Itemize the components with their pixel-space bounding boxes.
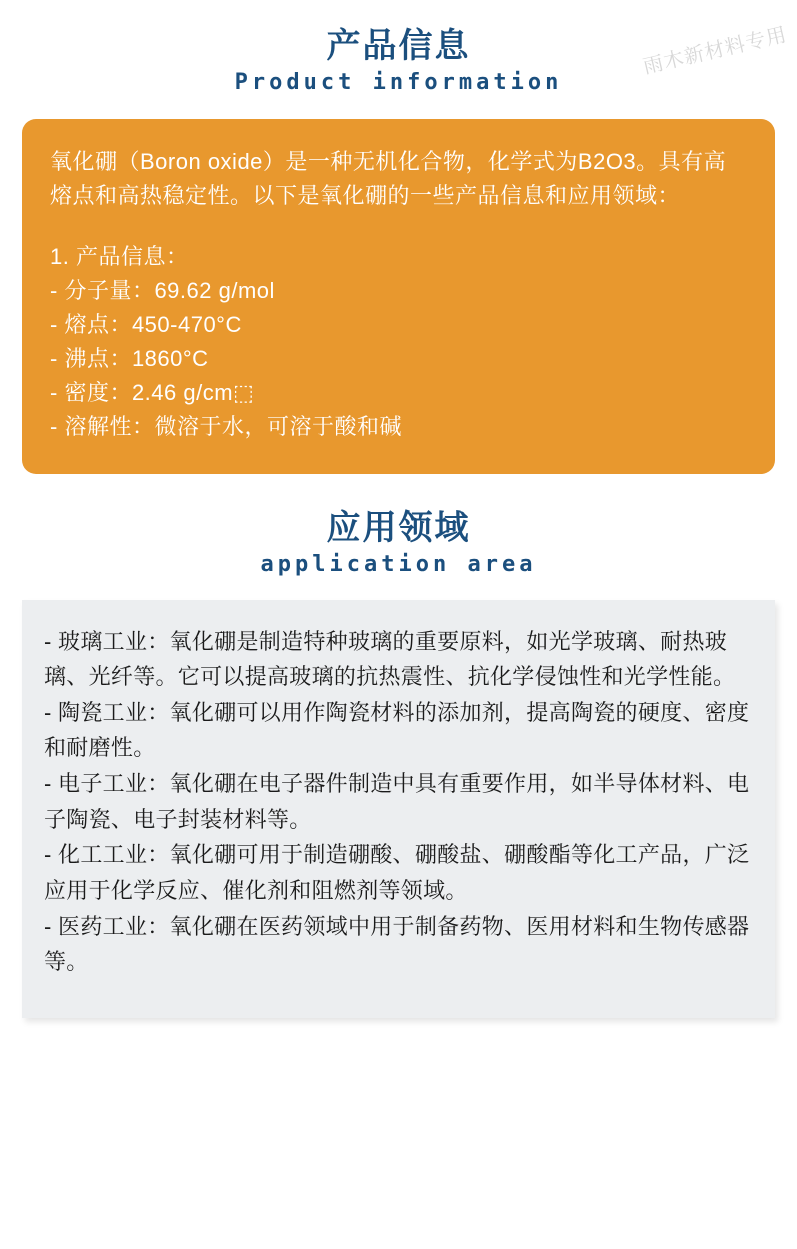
product-info-title-cn: 产品信息: [326, 27, 471, 65]
product-info-intro: 氧化硼（Boron oxide）是一种无机化合物，化学式为B2O3。具有高熔点和高热稳定性。以下是氧化硼的一些产品信息和应用领域：: [50, 149, 727, 209]
application-area-card: [22, 600, 775, 1018]
product-property-boiling-point: - 沸点：1860°C: [50, 345, 209, 371]
application-area-title-cn: 应用领域: [326, 509, 471, 548]
product-info-card: [22, 119, 775, 474]
application-item-chemical: - 化工工业：氧化硼可用于制造硼酸、硼酸盐、硼酸酯等化工产品，广泛应用于化学反应、催化剂和阻燃剂等领域。: [44, 842, 750, 903]
application-item-ceramics: - 陶瓷工业：氧化硼可以用作陶瓷材料的添加剂，提高陶瓷的硬度、密度和耐磨性。: [44, 699, 750, 761]
application-area-title-en: application area: [260, 551, 537, 577]
paragraph-spacer: [50, 214, 747, 240]
product-property-solubility: - 溶解性：微溶于水，可溶于酸和碱: [50, 414, 402, 440]
product-property-density: - 密度：2.46 g/cm⬚: [50, 379, 255, 405]
product-property-molecular-weight: - 分子量：69.62 g/mol: [50, 277, 275, 303]
product-property-melting-point: - 熔点：450-470°C: [50, 311, 242, 337]
application-item-glass: - 玻璃工业：氧化硼是制造特种玻璃的重要原料，如光学玻璃、耐热玻璃、光纤等。它可以提高玻璃的抗热震性、抗化学侵蚀性和光学性能。: [44, 628, 736, 690]
watermark: 雨木新材料专用: [641, 23, 790, 79]
product-info-title-en: Product information: [234, 69, 563, 95]
application-item-electronics: - 电子工业：氧化硼在电子器件制造中具有重要作用，如半导体材料、电子陶瓷、电子封装材料等。: [44, 771, 750, 832]
application-area-heading: [0, 474, 797, 579]
product-info-list-heading: 1. 产品信息：: [50, 243, 189, 269]
application-item-pharmaceutical: - 医药工业：氧化硼在医药领域中用于制备药物、医用材料和生物传感器等。: [44, 913, 750, 975]
